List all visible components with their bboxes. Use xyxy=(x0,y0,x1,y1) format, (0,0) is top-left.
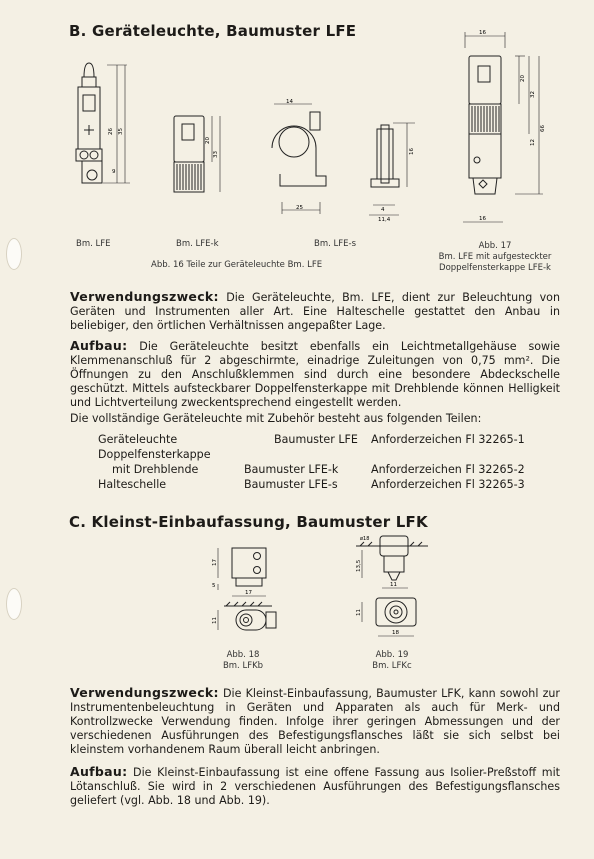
part-code: Anforderzeichen Fl 32265-3 xyxy=(371,478,525,491)
parts-row xyxy=(98,477,568,492)
dim-label: 11 xyxy=(212,617,218,624)
part-code: Anforderzeichen Fl 32265-2 xyxy=(371,463,525,476)
dim-label: 20 xyxy=(520,75,526,82)
caption-lfe: Bm. LFE xyxy=(76,239,111,249)
caption-lfe-s: Bm. LFE-s xyxy=(314,239,357,249)
lamp-side-view-drawing xyxy=(365,115,425,225)
dim-label: 13,5 xyxy=(356,559,362,572)
dim-label: 26 xyxy=(108,128,114,135)
dim-label: 35 xyxy=(118,128,124,135)
dim-label: 25 xyxy=(296,205,303,211)
verwendung-text: Die Geräteleuchte, Bm. LFE, dient zur Beleuchtung von Geräten und Instrumenten aller Art. Eine Halteschelle gestattet den Anbau in beliebiger, den örtlichen Verhältnissen angepaßter Lage. xyxy=(70,291,560,332)
caption-lfe-k: Bm. LFE-k xyxy=(176,239,219,249)
parts-list xyxy=(98,432,568,492)
dim-label: 4 xyxy=(381,207,385,213)
abb17-label: Abb. 17 xyxy=(478,241,512,251)
aufbau-heading: Aufbau: xyxy=(70,338,128,353)
clamp-lfe-s-drawing xyxy=(262,98,332,218)
dim-label: 16 xyxy=(409,148,415,155)
section-c-title: C. Kleinst-Einbaufassung, Baumuster LFK xyxy=(69,513,428,531)
dim-label: 33 xyxy=(213,151,219,158)
dim-label: 17 xyxy=(245,590,252,596)
dim-label: 9 xyxy=(112,169,116,175)
section-b-title: B. Geräteleuchte, Baumuster LFE xyxy=(69,22,357,40)
abb18-sub: Bm. LFKb xyxy=(222,661,264,671)
section-b-verwendung xyxy=(70,290,560,333)
cap-lfe-k-drawing xyxy=(170,110,230,195)
dim-label: 12 xyxy=(530,139,536,146)
section-b-aufbau xyxy=(70,339,560,410)
parts-row xyxy=(98,462,568,477)
dim-label: 32 xyxy=(530,91,536,98)
dim-label: 14 xyxy=(286,99,293,105)
socket-lfkc-drawing xyxy=(352,530,437,645)
abb17-line1: Bm. LFE mit aufgesteckter xyxy=(438,252,552,262)
parts-intro: Die vollständige Geräteleuchte mit Zubehör besteht aus folgenden Teilen: xyxy=(70,412,482,425)
caption-abb16: Abb. 16 Teile zur Geräteleuchte Bm. LFE xyxy=(151,260,323,270)
lamp-lfe-drawing xyxy=(70,55,140,205)
part-name: Halteschelle xyxy=(98,478,167,491)
dim-label: 16 xyxy=(479,216,486,222)
lamp-with-cap-drawing xyxy=(455,28,545,238)
abb19-label: Abb. 19 xyxy=(375,650,409,660)
dim-label: 11 xyxy=(356,609,362,616)
dim-label: ø18 xyxy=(360,536,370,542)
part-name: Doppelfensterkappe xyxy=(98,448,211,461)
dim-label: 66 xyxy=(540,125,546,132)
part-model: Baumuster LFE-s xyxy=(244,478,338,491)
part-model: Baumuster LFE-k xyxy=(244,463,339,476)
dim-label: 11,4 xyxy=(378,217,391,223)
parts-row xyxy=(98,432,568,447)
parts-row xyxy=(98,447,568,462)
dim-label: 17 xyxy=(212,559,218,566)
part-name: mit Drehblende xyxy=(112,463,199,476)
dim-label: 20 xyxy=(205,137,211,144)
abb17-line2: Doppelfensterkappe LFE-k xyxy=(439,263,551,273)
dim-label: 11 xyxy=(390,582,397,588)
socket-lfkb-drawing xyxy=(212,540,287,645)
caption-abb17 xyxy=(420,241,570,274)
verwendung-heading: Verwendungszweck: xyxy=(70,289,219,304)
part-model: Baumuster LFE xyxy=(274,433,358,446)
section-c-verwendung xyxy=(70,686,560,757)
caption-abb18 xyxy=(212,650,274,672)
punch-hole xyxy=(6,588,22,620)
part-code: Anforderzeichen Fl 32265-1 xyxy=(371,433,525,446)
dim-label: 16 xyxy=(479,30,486,36)
punch-hole xyxy=(6,238,22,270)
abb18-label: Abb. 18 xyxy=(226,650,260,660)
verwendung-heading: Verwendungszweck: xyxy=(70,685,219,700)
aufbau-text: Die Geräteleuchte besitzt ebenfalls ein Leichtmetallgehäuse sowie Klemmenanschluß für 2 abgeschirmte, einadrige Zuleitungen von 0,75 mm². Die Öffnungen zu den Anschlußklemmen sind durch eine besondere Abdeckschelle geschützt. Mittels aufsteckbarer Doppelfensterkappe mit Drehblende können Helligkeit und Lichtverteilung zweckentsprechend eingestellt werden. xyxy=(70,340,560,409)
part-name: Geräteleuchte xyxy=(98,433,178,446)
dim-label: 18 xyxy=(392,630,399,636)
verwendung-text: Die Kleinst-Einbaufassung, Baumuster LFK, kann sowohl zur Instrumentenbeleuchtung in Geräten und Apparaten als auch für Merk- und Kontrollzwecke Verwendung finden. Infolge ihrer geringen Abmessungen und der verschiedenen Ausführungen des Befestigungsflansches läßt sie sich selbst bei kleinstem vorhandenem Raum überall leicht anbringen. xyxy=(70,687,560,756)
aufbau-text: Die Kleinst-Einbaufassung ist eine offene Fassung aus Isolier-Preßstoff mit Lötanschluß. Sie wird in 2 verschiedenen Ausführungen des Befestigungsflansches geliefert (vgl. Abb. 18 und Abb. 19). xyxy=(70,766,560,807)
caption-abb19 xyxy=(361,650,423,672)
dim-label: 5 xyxy=(212,583,216,589)
aufbau-heading: Aufbau: xyxy=(70,764,128,779)
section-c-aufbau xyxy=(70,765,560,808)
abb19-sub: Bm. LFKc xyxy=(372,661,412,671)
